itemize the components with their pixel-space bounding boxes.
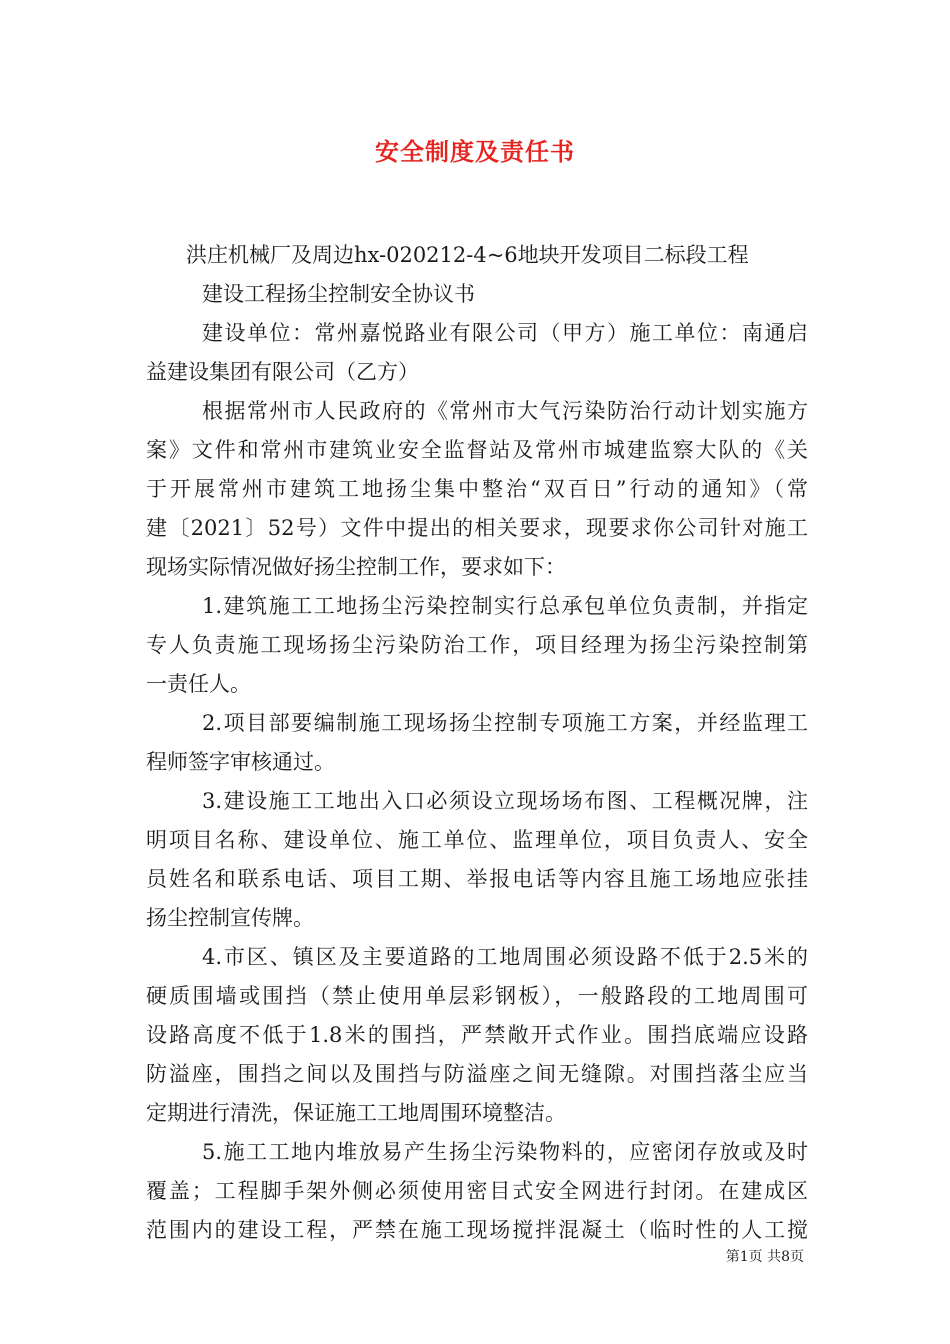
clause-line: 一责任人。	[146, 672, 251, 696]
clause-line: 定期进行清洗，保证施工工地周围环境整洁。	[146, 1101, 566, 1125]
agreement-title-line: 建设工程扬尘控制安全协议书	[202, 282, 475, 306]
clause-line: 1.建筑施工工地扬尘污染控制实行总承包单位负责制，并指定	[202, 594, 808, 618]
clause-line: 2.项目部要编制施工现场扬尘控制专项施工方案，并经监理工	[202, 711, 808, 735]
clause-line: 专人负责施工现场扬尘污染防治工作，项目经理为扬尘污染控制第	[146, 633, 808, 657]
clause-line: 覆盖；工程脚手架外侧必须使用密目式安全网进行封闭。在建成区	[146, 1179, 808, 1203]
clause-line: 范围内的建设工程，严禁在施工现场搅拌混凝土（临时性的人工搅	[146, 1218, 808, 1242]
clause-line: 5.施工工地内堆放易产生扬尘污染物料的，应密闭存放或及时	[202, 1140, 808, 1164]
document-title: 安全制度及责任书	[375, 137, 575, 166]
paragraph-line: 于开展常州市建筑工地扬尘集中整治“双百日”行动的通知》（常	[146, 477, 808, 501]
clause-line: 设路高度不低于1.8米的围挡，严禁敞开式作业。围挡底端应设路	[146, 1023, 808, 1047]
clause-line: 4.市区、镇区及主要道路的工地周围必须设路不低于2.5米的	[202, 945, 808, 969]
clause-line: 防溢座，围挡之间以及围挡与防溢座之间无缝隙。对围挡落尘应当	[146, 1062, 808, 1086]
clause-line: 明项目名称、建设单位、施工单位、监理单位，项目负责人、安全	[146, 828, 808, 852]
paragraph-line: 建〔2021〕52号）文件中提出的相关要求，现要求你公司针对施工	[146, 516, 808, 540]
clause-line: 员姓名和联系电话、项目工期、举报电话等内容且施工场地应张挂	[146, 867, 808, 891]
parties-line: 建设单位：常州嘉悦路业有限公司（甲方）施工单位：南通启	[202, 321, 808, 345]
paragraph-line: 根据常州市人民政府的《常州市大气污染防治行动计划实施方	[202, 399, 808, 423]
page-number: 第1页 共8页	[725, 1249, 804, 1265]
project-name-line: 洪庄机械厂及周边hx-020212-4~6地块开发项目二标段工程	[186, 243, 749, 267]
document-body	[146, 236, 808, 1250]
clause-line: 程师签字审核通过。	[146, 750, 335, 774]
paragraph-line: 现场实际情况做好扬尘控制工作，要求如下：	[146, 555, 566, 579]
clause-line: 硬质围墙或围挡（禁止使用单层彩钢板），一般路段的工地周围可	[146, 984, 808, 1008]
paragraph-line: 案》文件和常州市建筑业安全监督站及常州市城建监察大队的《关	[146, 438, 808, 462]
parties-line: 益建设集团有限公司（乙方）	[146, 360, 419, 384]
clause-line: 扬尘控制宣传牌。	[146, 906, 314, 930]
clause-line: 3.建设施工工地出入口必须设立现场场布图、工程概况牌，注	[202, 789, 808, 813]
